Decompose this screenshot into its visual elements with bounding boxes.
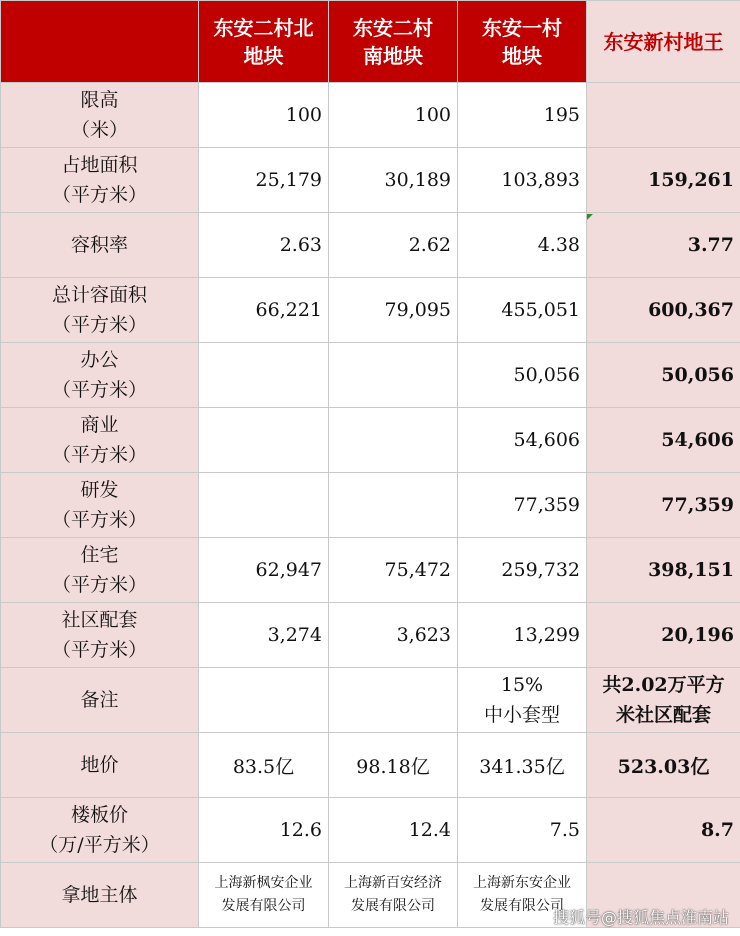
table-cell [329,473,458,538]
table-cell: 66,221 [199,278,329,343]
note-total-cell: 共2.02万平方 米社区配套 [587,668,740,733]
table-cell: 455,051 [458,278,587,343]
total-cell [587,83,740,148]
header-corner-cell [1,1,199,83]
table-cell: 2.63 [199,213,329,278]
row-label-buyer: 拿地主体 [1,863,199,928]
table-cell: 98.18亿 [329,733,458,798]
table-cell [329,343,458,408]
table-row [1,278,740,343]
table-row [1,408,740,473]
total-cell: 8.7 [587,798,740,863]
total-cell: 159,261 [587,148,740,213]
table-row [1,83,740,148]
table-cell: 4.38 [458,213,587,278]
table-row [1,603,740,668]
total-cell: 3.77 [587,213,740,278]
table-cell [329,668,458,733]
total-cell: 600,367 [587,278,740,343]
table-cell [199,473,329,538]
table-cell: 50,056 [458,343,587,408]
row-label-height-limit: 限高 （米） [1,83,199,148]
header-col-village-one-plot: 东安一村 地块 [458,1,587,83]
row-label-community: 社区配套 （平方米） [1,603,199,668]
cell-comment-marker-icon [587,214,593,220]
table-cell: 77,359 [458,473,587,538]
table-cell: 12.4 [329,798,458,863]
row-label-commercial: 商业 （平方米） [1,408,199,473]
total-cell: 20,196 [587,603,740,668]
table-cell [329,408,458,473]
total-cell: 523.03亿 [587,733,740,798]
row-label-land-price: 地价 [1,733,199,798]
table-cell: 103,893 [458,148,587,213]
table-row [1,148,740,213]
company-cell: 上海新百安经济 发展有限公司 [329,863,458,928]
header-row [1,1,740,83]
table-cell: 75,472 [329,538,458,603]
row-label-plot-ratio: 容积率 [1,213,199,278]
total-cell: 398,151 [587,538,740,603]
table-cell: 259,732 [458,538,587,603]
table-cell: 13,299 [458,603,587,668]
row-label-office: 办公 （平方米） [1,343,199,408]
row-label-rnd: 研发 （平方米） [1,473,199,538]
row-label-floor-price: 楼板价 （万/平方米） [1,798,199,863]
table-row [1,798,740,863]
table-row [1,343,740,408]
table-row [1,733,740,798]
table-cell: 54,606 [458,408,587,473]
header-col-south-plot: 东安二村 南地块 [329,1,458,83]
table-cell: 100 [199,83,329,148]
total-cell: 50,056 [587,343,740,408]
table-cell: 341.35亿 [458,733,587,798]
company-cell: 上海新东安企业 发展有限公司 [458,863,587,928]
table-cell: 3,623 [329,603,458,668]
table-cell: 3,274 [199,603,329,668]
table-cell: 195 [458,83,587,148]
total-cell: 77,359 [587,473,740,538]
row-label-site-area: 占地面积 （平方米） [1,148,199,213]
header-col-total: 东安新村地王 [587,1,740,83]
table-cell: 100 [329,83,458,148]
table-cell: 25,179 [199,148,329,213]
table-cell: 12.6 [199,798,329,863]
table-cell: 2.62 [329,213,458,278]
table-row [1,473,740,538]
note-cell: 15% 中小套型 [458,668,587,733]
header-col-north-plot: 东安二村北 地块 [199,1,329,83]
table-cell [199,668,329,733]
table-cell [199,408,329,473]
table-row [1,538,740,603]
row-label-residential: 住宅 （平方米） [1,538,199,603]
row-label-notes: 备注 [1,668,199,733]
watermark: 搜狐号@搜狐焦点淮南站 [553,908,730,927]
table-row [1,213,740,278]
company-cell: 上海新枫安企业 发展有限公司 [199,863,329,928]
table-cell: 79,095 [329,278,458,343]
table-cell [199,343,329,408]
table-cell: 30,189 [329,148,458,213]
table-row [1,668,740,733]
table-cell: 62,947 [199,538,329,603]
row-label-total-gfa: 总计容面积 （平方米） [1,278,199,343]
table-cell: 83.5亿 [199,733,329,798]
total-cell: 54,606 [587,408,740,473]
table-cell: 7.5 [458,798,587,863]
